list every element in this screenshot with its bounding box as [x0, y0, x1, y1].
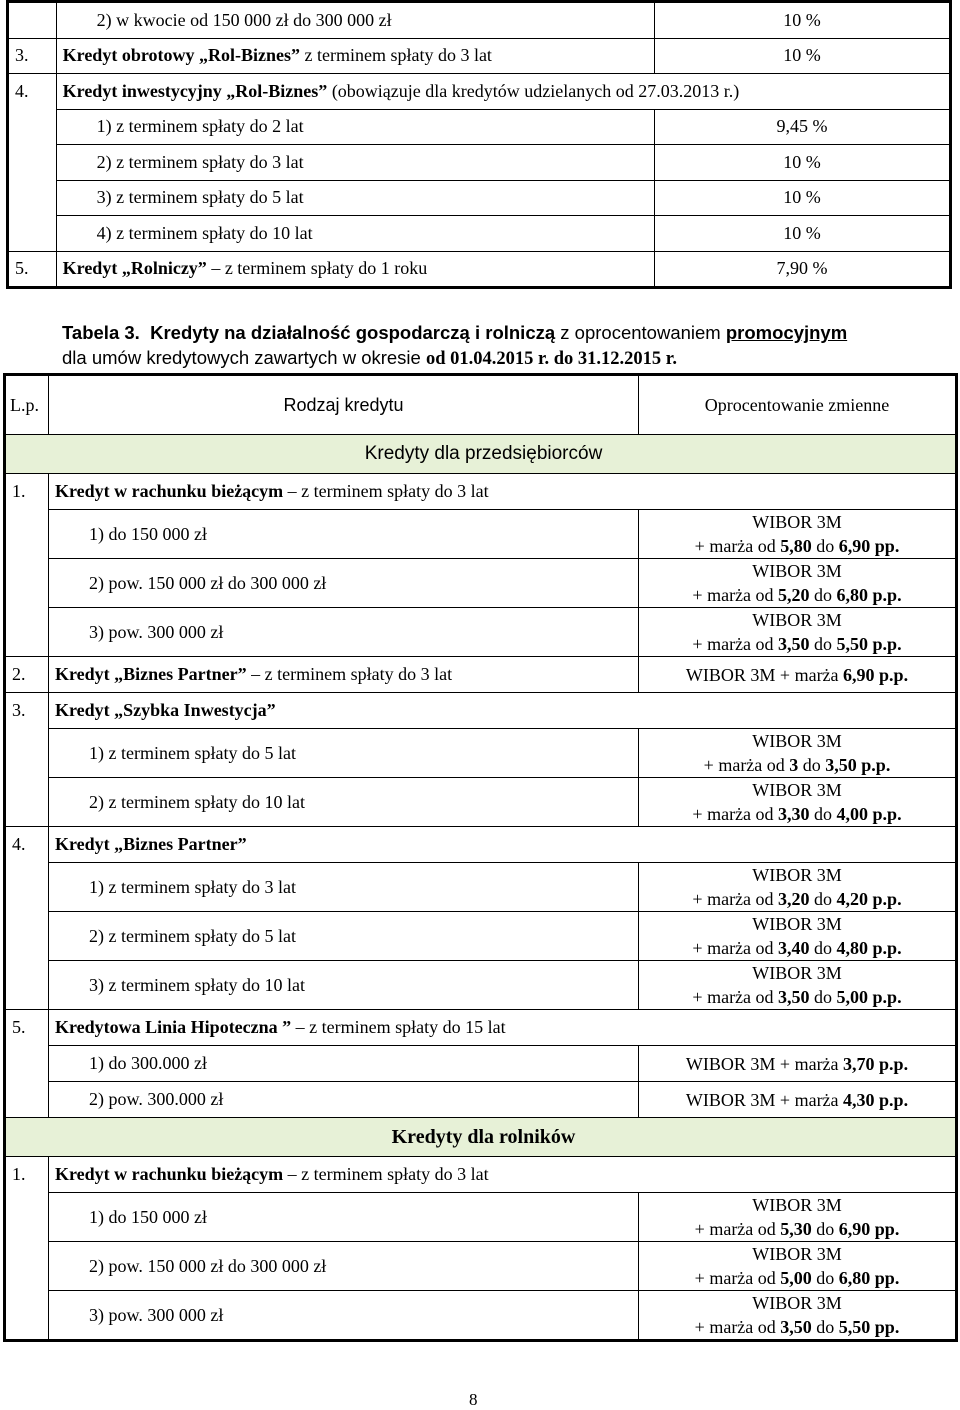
row-rate	[639, 657, 957, 693]
row-number	[5, 1082, 49, 1118]
table-row	[8, 38, 951, 74]
section-title-farmers: Kredyty dla rolników	[5, 1118, 957, 1157]
table-row	[5, 693, 957, 729]
rate-margin	[639, 1217, 955, 1241]
row-rate	[639, 778, 957, 827]
row-number	[5, 1291, 49, 1341]
row-number: 3.	[8, 38, 57, 74]
row-number	[8, 2, 57, 39]
row-text	[49, 1157, 957, 1193]
margin-to: 6,80 p.p.	[836, 585, 902, 605]
margin-to-label: do	[809, 804, 837, 824]
caption-title-underline: promocyjnym	[725, 322, 848, 343]
row-text-rest: – z terminem spłaty do 15 lat	[291, 1017, 506, 1037]
row-text: 4) z terminem spłaty do 10 lat	[56, 216, 654, 252]
table-row	[8, 2, 951, 39]
row-rate	[639, 1046, 957, 1082]
row-number	[8, 180, 57, 216]
row-number: 1.	[5, 1157, 49, 1193]
table-row	[5, 912, 957, 961]
row-text	[56, 74, 950, 110]
row-number: 5.	[5, 1010, 49, 1046]
row-number	[5, 961, 49, 1010]
rate-value: 6,90 p.p.	[843, 664, 909, 685]
row-text: 3) pow. 300 000 zł	[49, 1291, 639, 1341]
margin-to-label: do	[811, 1317, 839, 1337]
rate-base: WIBOR 3M	[752, 1244, 842, 1264]
margin-to-label: do	[809, 938, 837, 958]
caption-period-text: dla umów kredytowych zawartych w okresie	[62, 347, 426, 368]
margin-to: 4,80 p.p.	[836, 938, 902, 958]
margin-prefix: + marża od	[694, 1219, 781, 1239]
row-number: 5.	[8, 251, 57, 288]
margin-to: 6,90 pp.	[838, 536, 900, 556]
row-rate	[639, 961, 957, 1010]
rate-margin	[639, 887, 955, 911]
rate-base: WIBOR 3M	[752, 610, 842, 630]
row-text: 3) pow. 300 000 zł	[49, 608, 639, 657]
section-title-businesses: Kredyty dla przedsiębiorców	[5, 435, 957, 474]
caption-label: Tabela 3.	[62, 322, 140, 343]
rate-margin	[639, 632, 955, 656]
rate-value: 4,30 p.p.	[843, 1089, 909, 1110]
margin-to: 5,50 pp.	[838, 1317, 900, 1337]
row-text	[49, 657, 639, 693]
row-rate	[639, 510, 957, 559]
rate-margin	[639, 1266, 955, 1290]
rate-base: WIBOR 3M	[752, 914, 842, 934]
row-text: 2) pow. 150 000 zł do 300 000 zł	[49, 1242, 639, 1291]
margin-to-label: do	[809, 889, 837, 909]
header-rate: Oprocentowanie zmienne	[639, 375, 957, 435]
table-row	[5, 1193, 957, 1242]
margin-prefix: + marża od	[694, 1268, 781, 1288]
margin-from: 3,50	[780, 1317, 812, 1337]
row-rate: 10 %	[654, 145, 950, 181]
margin-to-label: do	[811, 1219, 839, 1239]
margin-to-label: do	[811, 1268, 839, 1288]
row-rate	[639, 863, 957, 912]
margin-from: 3	[789, 755, 799, 775]
row-text-bold: Kredyt inwestycyjny „Rol-Biznes”	[62, 80, 328, 101]
row-text: 2) z terminem spłaty do 5 lat	[49, 912, 639, 961]
table-row	[5, 608, 957, 657]
row-text: 2) z terminem spłaty do 10 lat	[49, 778, 639, 827]
row-text-bold: Kredyt obrotowy „Rol-Biznes”	[62, 45, 300, 66]
margin-to: 3,50 p.p.	[825, 755, 891, 775]
table-row	[8, 251, 951, 288]
row-rate: 9,45 %	[654, 109, 950, 145]
row-number	[5, 778, 49, 827]
row-text-bold: Kredyt „Szybka Inwestycja”	[55, 700, 276, 720]
row-text-rest: – z terminem spłaty do 3 lat	[283, 1164, 489, 1184]
row-rate	[639, 608, 957, 657]
row-rate: 10 %	[654, 180, 950, 216]
row-text	[49, 474, 957, 510]
row-text: 2) pow. 300.000 zł	[49, 1082, 639, 1118]
table-row	[5, 510, 957, 559]
caption-title-bold: Kredyty na działalność gospodarczą i rolniczą	[150, 322, 556, 343]
row-number	[5, 729, 49, 778]
row-text: 2) z terminem spłaty do 3 lat	[56, 145, 654, 181]
row-text	[56, 38, 654, 74]
row-rate	[639, 1242, 957, 1291]
row-text-rest: – z terminem spłaty do 3 lat	[283, 481, 489, 501]
rate-margin	[639, 936, 955, 960]
row-text-bold: Kredytowa Linia Hipoteczna ”	[55, 1017, 292, 1037]
margin-to-label: do	[798, 755, 826, 775]
table-row	[5, 1157, 957, 1193]
margin-to: 5,00 p.p.	[836, 987, 902, 1007]
margin-from: 3,20	[778, 889, 810, 909]
row-rate	[639, 559, 957, 608]
rate-base: WIBOR 3M	[752, 731, 842, 751]
row-text-rest: – z terminem spłaty do 3 lat	[246, 664, 453, 684]
row-text: 1) do 150 000 zł	[49, 1193, 639, 1242]
row-text-bold: Kredyt w rachunku bieżącym	[55, 1164, 284, 1184]
row-text: 1) do 300.000 zł	[49, 1046, 639, 1082]
page-number: 8	[469, 1390, 478, 1409]
table-caption	[62, 320, 952, 372]
rate-margin	[639, 583, 955, 607]
table-row	[8, 216, 951, 252]
row-rate	[639, 729, 957, 778]
row-rate: 10 %	[654, 38, 950, 74]
margin-to-label: do	[811, 536, 839, 556]
margin-to-label: do	[809, 987, 837, 1007]
row-number: 2.	[5, 657, 49, 693]
row-text: 1) z terminem spłaty do 3 lat	[49, 863, 639, 912]
rate-margin	[639, 985, 955, 1009]
margin-prefix: + marża od	[692, 585, 779, 605]
table-row	[5, 1082, 957, 1118]
row-text: 2) pow. 150 000 zł do 300 000 zł	[49, 559, 639, 608]
row-rate	[639, 912, 957, 961]
caption-line-1	[62, 320, 952, 345]
row-rate: 10 %	[654, 216, 950, 252]
row-number: 1.	[5, 474, 49, 510]
table-row	[5, 657, 957, 693]
row-text	[49, 827, 957, 863]
margin-from: 5,20	[778, 585, 810, 605]
margin-prefix: + marża od	[692, 804, 779, 824]
row-text-rest: z terminem spłaty do 3 lat	[299, 45, 492, 66]
table-row	[5, 729, 957, 778]
rate-value: 3,70 p.p.	[843, 1053, 909, 1074]
margin-from: 3,40	[778, 938, 810, 958]
row-text-bold: Kredyt w rachunku bieżącym	[55, 481, 284, 501]
table-row	[5, 1242, 957, 1291]
row-number	[8, 216, 57, 252]
margin-to-label: do	[809, 634, 837, 654]
margin-to: 6,90 pp.	[838, 1219, 900, 1239]
row-rate: 10 %	[654, 2, 950, 39]
margin-to: 6,80 pp.	[838, 1268, 900, 1288]
row-text-bold: Kredyt „Biznes Partner”	[55, 834, 247, 854]
row-text: 1) do 150 000 zł	[49, 510, 639, 559]
table-row	[5, 1046, 957, 1082]
margin-from: 5,30	[780, 1219, 812, 1239]
table-row	[5, 778, 957, 827]
row-number	[5, 510, 49, 559]
table-row	[8, 74, 951, 110]
table-header-row	[5, 375, 957, 435]
row-number	[8, 109, 57, 145]
rate-base: WIBOR 3M	[752, 561, 842, 581]
section-row	[5, 435, 957, 474]
caption-period-dates: od 01.04.2015 r. do 31.12.2015 r.	[425, 349, 677, 369]
row-text: 2) w kwocie od 150 000 zł do 300 000 zł	[56, 2, 654, 39]
row-text: 1) z terminem spłaty do 5 lat	[49, 729, 639, 778]
margin-from: 3,30	[778, 804, 810, 824]
row-rate	[639, 1193, 957, 1242]
row-text	[56, 251, 654, 288]
rate-base: WIBOR 3M	[752, 1195, 842, 1215]
row-rate: 7,90 %	[654, 251, 950, 288]
margin-from: 3,50	[778, 634, 810, 654]
section-row	[5, 1118, 957, 1157]
row-text: 1) z terminem spłaty do 2 lat	[56, 109, 654, 145]
rate-base: WIBOR 3M	[752, 963, 842, 983]
row-number	[5, 1046, 49, 1082]
rate-base: WIBOR 3M	[752, 865, 842, 885]
table-row	[8, 109, 951, 145]
row-number	[5, 912, 49, 961]
margin-from: 5,80	[780, 536, 812, 556]
rate-base: WIBOR 3M	[752, 512, 842, 532]
promo-rates-table	[3, 373, 958, 1342]
row-text-rest: – z terminem spłaty do 1 roku	[206, 258, 428, 279]
margin-prefix: + marża od	[692, 889, 779, 909]
table-row	[5, 559, 957, 608]
margin-to: 4,20 p.p.	[836, 889, 902, 909]
margin-prefix: + marża od	[703, 755, 790, 775]
row-number	[5, 1193, 49, 1242]
margin-prefix: + marża od	[694, 1317, 781, 1337]
rate-base: WIBOR 3M	[752, 780, 842, 800]
header-lp: L.p.	[5, 375, 49, 435]
table-row	[5, 1010, 957, 1046]
caption-title-rest: z oprocentowaniem	[555, 322, 726, 343]
margin-to: 5,50 p.p.	[836, 634, 902, 654]
rate-prefix: WIBOR 3M + marża	[685, 1053, 844, 1074]
table-row	[5, 1291, 957, 1341]
table-row	[8, 180, 951, 216]
table-row	[5, 474, 957, 510]
row-rate	[639, 1082, 957, 1118]
row-number	[5, 559, 49, 608]
row-text-rest: (obowiązuje dla kredytów udzielanych od 27.03.2013 r.)	[327, 80, 740, 101]
rate-margin	[639, 753, 955, 777]
row-text: 3) z terminem spłaty do 5 lat	[56, 180, 654, 216]
margin-to-label: do	[809, 585, 837, 605]
row-text	[49, 693, 957, 729]
row-text-bold: Kredyt „Rolniczy”	[62, 258, 207, 279]
row-number	[8, 145, 57, 181]
rate-prefix: WIBOR 3M + marża	[685, 664, 844, 685]
margin-from: 5,00	[780, 1268, 812, 1288]
row-number	[5, 1242, 49, 1291]
rate-margin	[639, 1315, 955, 1339]
table-row	[8, 145, 951, 181]
row-rate	[639, 1291, 957, 1341]
row-number	[5, 863, 49, 912]
margin-prefix: + marża od	[692, 938, 779, 958]
margin-prefix: + marża od	[692, 634, 779, 654]
rate-prefix: WIBOR 3M + marża	[685, 1089, 844, 1110]
table-row	[5, 863, 957, 912]
row-number: 4.	[8, 74, 57, 110]
margin-prefix: + marża od	[694, 536, 781, 556]
rate-base: WIBOR 3M	[752, 1293, 842, 1313]
margin-prefix: + marża od	[692, 987, 779, 1007]
table-row	[5, 827, 957, 863]
header-type: Rodzaj kredytu	[49, 375, 639, 435]
rate-margin	[639, 802, 955, 826]
rate-margin	[639, 534, 955, 558]
row-number	[5, 608, 49, 657]
row-text: 3) z terminem spłaty do 10 lat	[49, 961, 639, 1010]
row-text-bold: Kredyt „Biznes Partner”	[55, 664, 247, 684]
margin-from: 3,50	[778, 987, 810, 1007]
rates-table-continued	[6, 0, 952, 289]
row-number: 3.	[5, 693, 49, 729]
row-number: 4.	[5, 827, 49, 863]
row-text	[49, 1010, 957, 1046]
table-row	[5, 961, 957, 1010]
margin-to: 4,00 p.p.	[836, 804, 902, 824]
caption-line-2	[62, 345, 952, 372]
